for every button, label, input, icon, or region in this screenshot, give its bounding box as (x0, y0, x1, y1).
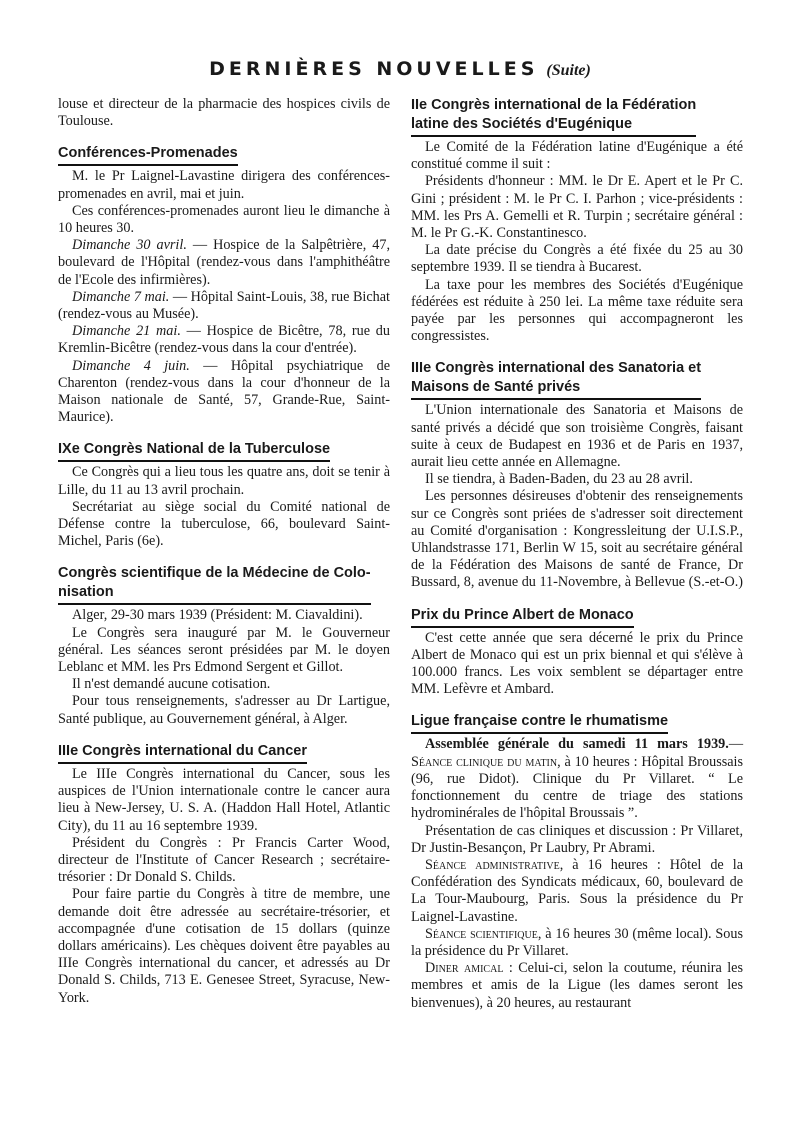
paragraph: Pour faire partie du Congrès à titre de membre, une demande doit être adressée au secrétaire-trésorier, et accompagnée d'une cotisation de 15 dollars (quinze dollars américains). Les chèques doivent être payables au IIIe Congrès international du cancer, et adressés au Dr Donald S. Childs, 713 E. Genesee Street, Syracuse, New-York. (58, 886, 390, 1006)
section-title-rhumatisme: Ligue française contre le rhumatisme (411, 712, 668, 734)
paragraph: Il se tiendra, à Baden-Baden, du 23 au 28 avril. (425, 471, 693, 488)
paragraph: Alger, 29-30 mars 1939 (Président: M. Ciavaldini). (72, 607, 363, 624)
schedule-date: Dimanche 4 juin. (72, 357, 190, 374)
paragraph (411, 960, 743, 1012)
schedule-item (58, 358, 390, 427)
paragraph: Pour tous renseignements, s'adresser au Dr Lartigue, Santé publique, au Gouvernement général, à Alger. (58, 693, 390, 727)
title-line: Maisons de Santé privés (411, 379, 581, 396)
schedule-text: — Hôpital psychiatrique de Charenton (rendez-vous dans la cour d'honneur de la Maison nationale de Santé, 57, Grande-Rue, Saint-Maurice). (58, 357, 390, 426)
section-title-colonisation (58, 564, 371, 605)
paragraph (411, 736, 743, 822)
paragraph: Il n'est demandé aucune cotisation. (72, 676, 271, 693)
seance-label: — Séance clinique du matin (411, 736, 743, 770)
title-line: nisation (58, 584, 114, 601)
paragraph: Présentation de cas cliniques et discussion : Pr Villaret, Dr Justin-Besançon, Pr Laubry, Pr Abrami. (411, 822, 743, 856)
schedule-item (58, 289, 390, 323)
right-column (411, 96, 743, 1012)
schedule-item (58, 237, 390, 289)
schedule-text: — Hospice de la Salpêtrière, 47, boulevard de l'Hôpital (rendez-vous dans l'amphithéâtre de l'Ecole des infirmières). (58, 237, 390, 288)
schedule-date: Dimanche 30 avril. (72, 237, 187, 254)
schedule-item (58, 323, 390, 357)
paragraph: Le Comité de la Fédération latine d'Eugénique a été constitué comme il suit : (411, 139, 743, 173)
diner-text: : Celui-ci, selon la coutume, réunira les membres et amis de la Ligue (les dames seront les bienvenues), à 20 heures, au restaurant (411, 960, 743, 1011)
seance-label: Séance scientifique (425, 925, 538, 942)
schedule-text: — Hôpital Saint-Louis, 38, rue Bichat (rendez-vous au Musée). (58, 288, 390, 323)
section-title-cancer: IIIe Congrès international du Cancer (58, 742, 307, 764)
section-title-conferences: Conférences-Promenades (58, 144, 238, 166)
paragraph: Le Congrès sera inauguré par M. le Gouverneur général. Les séances seront présidées par M. le doyen Leblanc et MM. les Prs Edmond Sergent et Gillot. (58, 624, 390, 676)
section-title-sanatoria (411, 359, 701, 400)
section-title-eugenique (411, 96, 696, 137)
seance-label: Séance administrative (425, 856, 560, 873)
paragraph: La taxe pour les membres des Sociétés d'Eugénique fédérées est réduite à 250 lei. La même taxe réduite sera payée par les personnes qui accompagneront les congressistes. (411, 276, 743, 345)
schedule-text: — Hospice de Bicêtre, 78, rue du Kremlin-Bicêtre (rendez-vous dans la cour d'entrée). (58, 323, 390, 357)
assemblee-label: Assemblée générale du samedi 11 mars 1939. (425, 736, 729, 753)
paragraph (411, 857, 743, 926)
title-line: Congrès scientifique de la Médecine de Colo- (58, 565, 371, 582)
paragraph: Président du Congrès : Pr Francis Carter Wood, directeur de l'Institute of Cancer Research ; secrétaire-trésorier : Dr Donald S. Childs. (58, 834, 390, 886)
page-header (0, 58, 800, 80)
section-title-prix-monaco: Prix du Prince Albert de Monaco (411, 606, 634, 628)
seance-text: , à 10 heures : Hôpital Broussais (96, rue Didot). Clinique du Pr Villaret. “ Le fonctionnement du centre de triage des stations hydrominérales de l'hôpital Broussais ”. (411, 753, 744, 822)
paragraph: Le IIIe Congrès international du Cancer, sous les auspices de l'Union internationale contre le cancer aura lieu à New-Jersey, U. S. A. (Haddon Hall Hotel, Atlantic City), du 11 au 16 septembre 1939. (58, 765, 390, 834)
header-suite: (Suite) (546, 62, 591, 79)
schedule-date: Dimanche 7 mai. (72, 288, 170, 305)
left-column (58, 96, 390, 1007)
title-line: IIe Congrès international de la Fédération (411, 97, 697, 113)
title-line: latine des Sociétés d'Eugénique (411, 116, 633, 132)
seance-text: , à 16 heures : Hôtel de la Confédération des Syndicats médicaux, 60, boulevard de La Tour-Maubourg, Paris. Sous la présidence du Pr Laignel-Lavastine. (411, 856, 743, 925)
diner-label: Diner amical (425, 960, 504, 977)
paragraph (411, 926, 743, 960)
paragraph: Ce Congrès qui a lieu tous les quatre ans, doit se tenir à Lille, du 11 au 13 avril prochain. (58, 464, 390, 498)
section-title-tuberculose: IXe Congrès National de la Tuberculose (58, 440, 330, 462)
paragraph: La date précise du Congrès a été fixée du 25 au 30 septembre 1939. Il se tiendra à Bucarest. (411, 242, 743, 276)
schedule-date: Dimanche 21 mai. (72, 323, 181, 340)
header-title: DERNIÈRES NOUVELLES (209, 58, 539, 80)
paragraph: Secrétariat au siège social du Comité national de Défense contre la tuberculose, 66, boulevard Saint-Michel, Paris (6e). (58, 498, 390, 550)
seance-text: , à 16 heures 30 (même local). Sous la présidence du Pr Villaret. (411, 925, 743, 959)
paragraph: Ces conférences-promenades auront lieu le dimanche à 10 heures 30. (58, 202, 390, 237)
title-line: IIIe Congrès international des Sanatoria et (411, 360, 702, 377)
paragraph: Présidents d'honneur : MM. le Dr E. Apert et le Pr C. Gini ; président : M. le Pr C. I. Parhon ; vice-présidents : MM. les Prs A. Gemelli et R. Turpin ; secrétaire général : M. le Pr G.-K. Constantinesco. (411, 173, 743, 242)
paragraph: C'est cette année que sera décerné le prix du Prince Albert de Monaco qui est un prix biennal et qui s'élève à 100.000 francs. Les voix semblent se départager entre MM. Lefèvre et Ambard. (411, 629, 743, 698)
intro-paragraph: louse et directeur de la pharmacie des hospices civils de Toulouse. (58, 96, 390, 130)
paragraph: L'Union internationale des Sanatoria et Maisons de santé privés a décidé que son troisième Congrès, faisant suite à ceux de Budapest en 1936 et de Paris en 1937, aurait lieu cette année en Allemagne. (411, 402, 743, 471)
paragraph: Les personnes désireuses d'obtenir des renseignements sur ce Congrès sont priées de s'adresser soit directement au Comité d'organisation : Kongressleitung der U.I.S.P., Uhlandstrasse 171, Berlin W 15, soit au secrétaire général de la Fédération des Maisons de santé de France, Dr Bussard, 8, avenue du 11-Novembre, à Bellevue (S.-et-O.) (411, 488, 743, 591)
paragraph: M. le Pr Laignel-Lavastine dirigera des conférences-promenades en avril, mai et juin. (58, 168, 390, 202)
